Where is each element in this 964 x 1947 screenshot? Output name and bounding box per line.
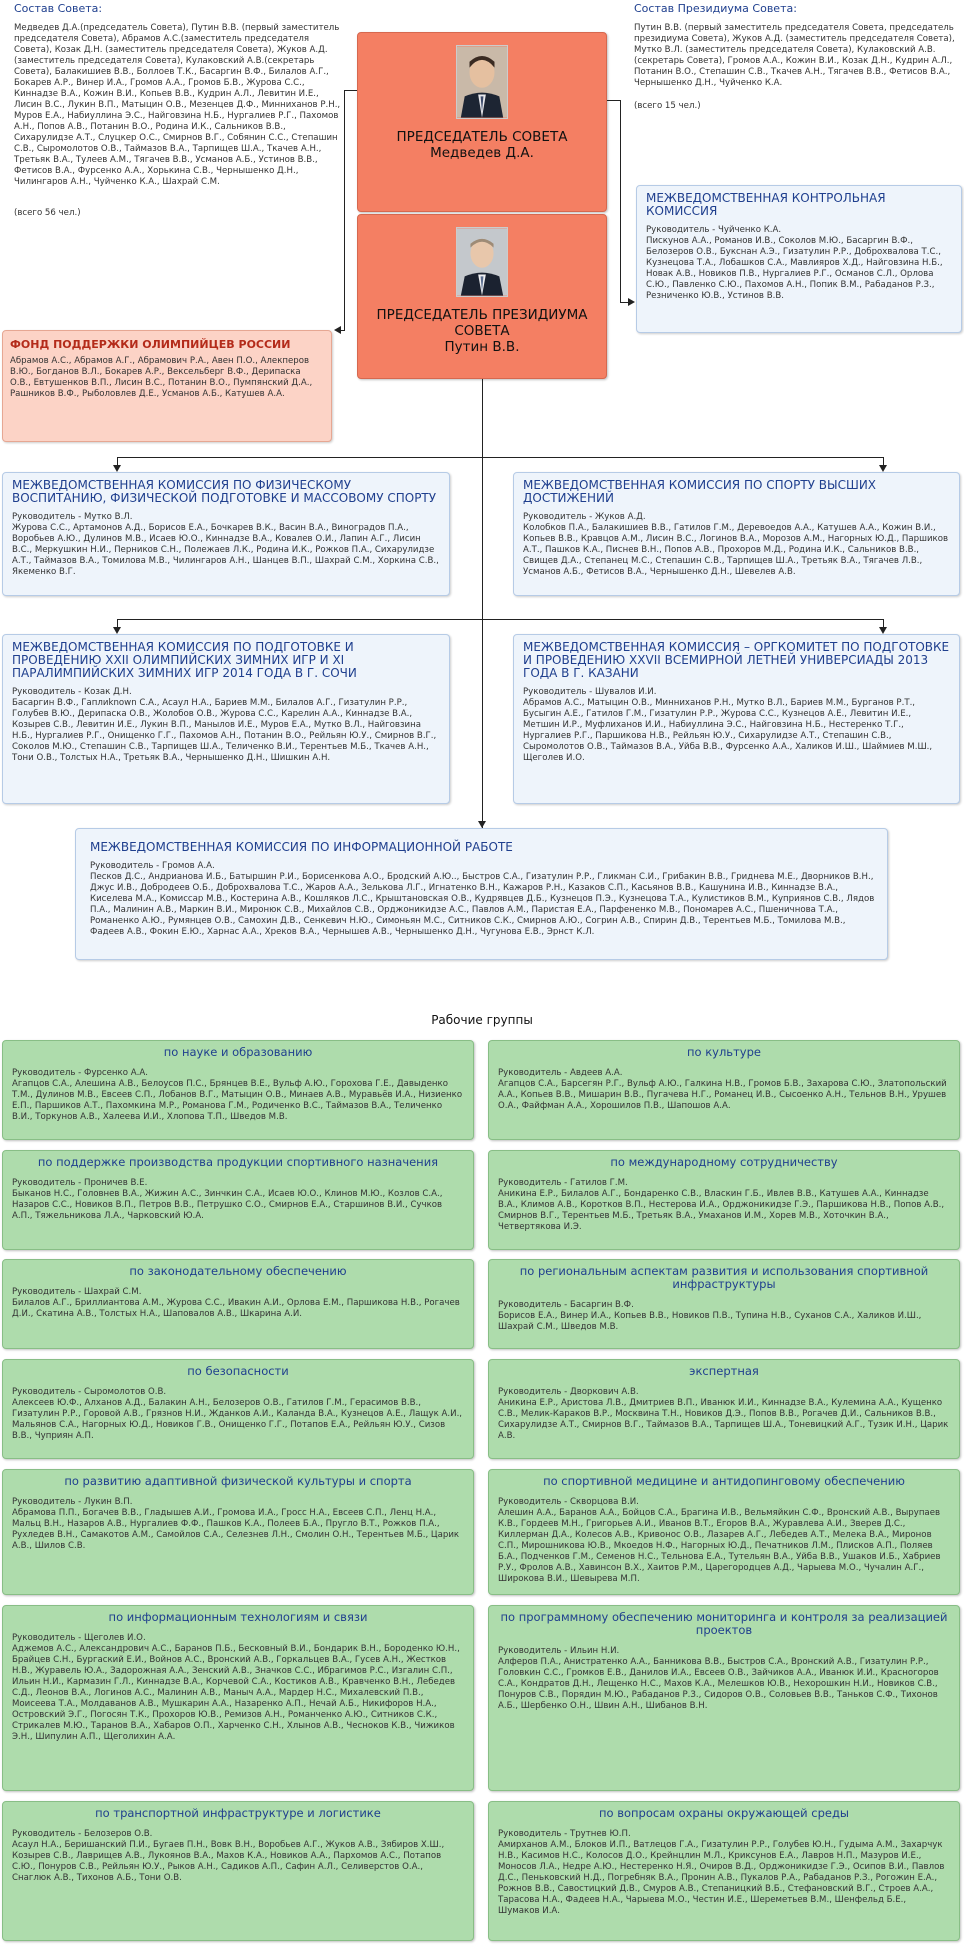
elite-title: МЕЖВЕДОМСТВЕННАЯ КОМИССИЯ ПО СПОРТУ ВЫСШИХ ДОСТИЖЕНИЙ bbox=[523, 478, 877, 505]
info-lead: Руководитель - Громов А.А. bbox=[90, 861, 215, 871]
elite-commission[interactable] bbox=[513, 472, 960, 596]
group-it-title: по информационным технологиям и связи bbox=[108, 1610, 368, 1624]
group-security-lead: Руководитель - Сыромолотов О.В. bbox=[12, 1387, 167, 1397]
arrow-control bbox=[628, 298, 635, 306]
kazan-members: Абрамов А.С., Матыцин О.В., Минниханов Р.Н., Мутко В.Л., Бариев М.М., Бурганов Р.Т., Бусыгин А.Е., Гатилов Г.М., Гизатулин Р.Р., Журова С.С., Кузнецов А.Е., Левитин И.Е., Метшин И.Р., Муфлиханов И.И., Набиуллина Э.С., Найговзина Н.Б., Нестеренко Т.Г., Нургалиев Р.Г., Паршикова Н.В., Рейльян Ю.У., Сихарулидзе А.Т., Степашин С.В., Сыромолотов О.В., Таймазов В.А., Уйба В.В., Фурсенко А.А., Халиков И.Ш., Шаймиев М.Ш., Щеголев И.О. bbox=[523, 698, 933, 763]
control-title: МЕЖВЕДОМСТВЕННАЯ КОНТРОЛЬНАЯ КОМИССИЯ bbox=[646, 191, 886, 218]
council-total: (всего 56 чел.) bbox=[14, 208, 81, 218]
group-legal-lead: Руководитель - Шахрай С.М. bbox=[12, 1287, 142, 1297]
group-expert-lead: Руководитель - Дворкович А.В. bbox=[498, 1387, 639, 1397]
group-production-title: по поддержке производства продукции спортивного назначения bbox=[37, 1155, 439, 1169]
group-security[interactable] bbox=[2, 1359, 474, 1459]
group-production-lead: Руководитель - Проничев В.Е. bbox=[12, 1178, 148, 1188]
presidium-total: (всего 15 чел.) bbox=[634, 101, 701, 111]
group-production-members: Быканов Н.С., Головнев В.А., Жижин А.С., Зинчкин С.А., Исаев Ю.О., Клинов М.Ю., Козлов С.А., Назаров С.С., Новиков В.П., Петров В.В., Петрушко С.О., Смирнов Е.А., Старшинов В.И., Сучков А.П., Тяжельникова Л.А., Чарковский Ю.А. bbox=[12, 1189, 443, 1221]
group-culture-members: Агапцов С.А., Барсегян Р.Г., Вульф А.Ю., Галкина Н.В., Громов Б.В., Захарова С.Ю., Златопольский А.А., Копьев В.В., Мишарин В.В., Пугачева Н.Г., Романец И.В., Сысоенко А.Н., Тельнов В.Н., Урушев О.А., Файфман А.А., Хорошилов П.В., Шапошов А.А. bbox=[498, 1079, 947, 1111]
presidium-chairman-role: ПРЕДСЕДАТЕЛЬ ПРЕЗИДИУМА СОВЕТА bbox=[376, 307, 588, 339]
group-software-title: по программному обеспечению мониторинга и контроля за реализацией проектов bbox=[500, 1610, 948, 1637]
physical-lead: Руководитель - Мутко В.Л. bbox=[12, 512, 133, 522]
council-members: Медведев Д.А.(председатель Совета), Путин В.В. (первый заместитель председателя Совета), Абрамов А.С.(заместитель председателя Совета), Козак Д.Н. (заместитель председателя Совета), Жуков А.Д. (заместитель председателя Совета), Кулаковский А.В.(секретарь Совета), Балакишиев В.В., Боллоев Т.К., Басаргин В.Ф., Билалов А.Г., Бокарев А.Р., Винер И.А., Громов А.А., Громов Б.В., Журова С.С., Киннадзе В.А., Кожин В.И., Копьев В.В., Кудрин А.Л., Левитин И.Е., Лисин В.С., Лукин В.П., Матыцин О.В., Мезенцев Д.Ф., Минниханов Р.Н., Муров Е.А., Набиуллина Э.С., Найговзина Н.Б., Нургалиев Р.Г., Пахомов А.Н., Попов А.В., Потанин В.О., Родина И.К., Сальников В.В., Сихарулидзе А.Т., Слуцкер О.С., Смирнов В.Г., Собянин С.С., Степашин С.В., Сыромолотов О.В., Таймазов В.А., Тарпищев Ш.А., Ткачев А.Н., Третьяк В.А., Тулеев А.М., Тягачев В.В., Усманов А.Б., Устинов В.В., Фетисов В.А., Фурсенко А.А., Хорькина С.В., Чернышенко Д.Н., Чилингаров А.Н., Чуйченко К.А., Шахрай С.М. bbox=[14, 23, 341, 187]
presidium-chairman-box[interactable] bbox=[357, 214, 607, 379]
group-software-members: Алферов П.А., Анистратенко А.А., Банникова В.В., Быстров С.А., Вронский А.В., Гизатулин Р.Р., Головкин С.С., Громков Е.В., Данилов И.А., Евсеев О.В., Зайчиков А.А., Иванюк И.И., Красногоров С.А., Кондратов Д.Н., Лещенко Н.С., Махов К.А., Мелешков Ю.В., Нехорошкин Н.И., Новиков С.В., Понуров С.В., Порядин М.Ю., Рабаданов Р.З., Сидоров О.В., Соловьев В.В., Таньков С.Ф., Тихонов А.Б., Шербенко О.Н., Швин А.Н., Шибанов В.Н. bbox=[498, 1657, 939, 1711]
group-ecology-lead: Руководитель - Трутнев Ю.П. bbox=[498, 1829, 631, 1839]
group-transport-members: Асаул Н.А., Беришанский П.И., Бугаев П.Н., Вовк В.Н., Воробьев А.Г., Жуков А.В., Зябиров Х.Ш., Козырев С.В., Лаврищев А.В., Лукоянов В.А., Махов К.А., Новиков А.А., Пархомов А.С., Потапов С.Ю., Понуров С.В., Рейльян Ю.У., Рыков А.Н., Садиков А.П., Сафин А.Л., Селиверстов О.А., Снаглюк А.В., Тихонов А.Б., Тони О.В. bbox=[12, 1840, 445, 1883]
sochi-members: Басаргин В.Ф., Гаплиknown С.А., Асаул Н.А., Бариев М.М., Билалов А.Г., Гизатулин Р.Р., Голубев В.Ю., Дерипаска О.В., Жолобов О.В., Журова С.С., Карелин А.А., Киннадзе В.А., Козырев С.В., Левитин И.Е., Лукин В.П., Манылов И.Е., Муров Е.А., Мутко В.Л., Найговзина Н.Б., Нургалиев Р.Г., Онищенко Г.Г., Пахомов А.Н., Потанин В.О., Рейльян Ю.У., Смирнов В.Г., Соколов М.Ю., Степашин С.В., Тарпищев Ш.А., Теличенко В.И., Терентьев М.Б., Ткачев А.Н., Тони О.В., Толстых Н.А., Третьяк В.А., Чернышенко Д.Н., Шишкин А.Н. bbox=[12, 698, 437, 763]
control-members: Пискунов А.А., Романов И.В., Соколов М.Ю., Басаргин В.Ф., Белозеров О.В., Букснан А.Э., Гизатулин Р.Р., Доброхвалова Т.С., Кузнецова Т.А., Лобашков С.А., Мавлияров Х.Д., Найговзина Н.Б., Новак А.В., Новиков П.В., Нургалиев Р.Г., Османов С.Л., Орлова С.Ю., Павленко С.Ю., Пахомов А.Н., Попик В.М., Рабаданов Р.З., Резниченко Ю.В., Устинов В.В. bbox=[646, 236, 943, 301]
group-regional-title: по региональным аспектам развития и использования спортивной инфраструктуры bbox=[519, 1264, 929, 1291]
group-intl-title: по международному сотрудничеству bbox=[610, 1155, 838, 1169]
group-it-lead: Руководитель - Щеголев И.О. bbox=[12, 1633, 146, 1643]
group-medicine-members: Алешин А.А., Баранов А.А., Бойцов С.А., Брагина И.В., Вельмяйкин С.Ф., Вронский А.В., Вырупаев К.В., Гордеев М.Н., Григорьев А.И., Иванов В.Т., Егоров В.А., Журавлева А.И., Зверев Д.С., Киллерман Д.А., Колесов А.В., Кривонос О.В., Лазарев А.Г., Лебедев А.Т., Мелека В.А., Миронов С.П., Мирошникова Ю.В., Мкоедов Н.Ф., Нагорных Ю.Д., Печатников Л.М., Плисков А.П., Поляев Б.А., Подченков Г.М., Семенов Н.С., Тельнова Е.А., Тутельян В.А., Уйба В.В., Ушаков И.Б., Хабриев Р.У., Фролов А.В., Хавинсон В.Х., Хаитов Р.М., Царегородцев А.Д., Чарыева М.О., Чучалин А.Г., Широкова В.И., Шевырева М.П. bbox=[498, 1508, 941, 1584]
group-science-title: по науке и образованию bbox=[163, 1045, 313, 1059]
info-title: МЕЖВЕДОМСТВЕННАЯ КОМИССИЯ ПО ИНФОРМАЦИОННОЙ РАБОТЕ bbox=[90, 840, 513, 854]
group-adaptive-title: по развитию адаптивной физической культуры и спорта bbox=[64, 1474, 412, 1488]
group-legal-title: по законодательному обеспечению bbox=[129, 1264, 347, 1278]
group-expert-members: Аникина Е.Р., Аристова Л.В., Дмитриев В.П., Иванюк И.И., Киннадзе В.А., Кулемина А.А., Кущенко С.В., Мелик-Караков В.Р., Москвина Т.Н., Новиков Д.Э., Попов В.В., Рогачев Д.И., Сальников В.В., Сихарулидзе А.Т., Смирнов В.Г., Таймазов В.А., Тарпищев Ш.А., Тоневицкий А.Г., Тузик И.Н., Царик А.В. bbox=[498, 1398, 949, 1441]
council-composition bbox=[14, 2, 344, 219]
info-members: Песков Д.С., Андрианова И.Б., Батыршин Р.И., Борисенкова А.О., Бродский А.Ю.., Быстров С.А., Гизатулин Р.Р., Гликман С.И., Грибакин В.В., Гриднева М.Е., Дворников В.Н., Джус И.В., Добродеев О.Б., Доброхвалова Т.С., Жаров А.А., Зелькова Л.Г., Игнатенко В.Н., Кажаров Р.Н., Казаков С.П., Касьянов В.В., Кашунина И.В., Киннадзе В.А., Киселева М.А., Комиссар М.В., Костерина А.В., Кошляков Л.С., Крыштановская О.В., Кудрявцев Д.Б., Кузнецов П.Э., Кузнецова Т.А., Кулистиков В.М., Куприянов С.В., Лядов П.А., Малинин А.В., Маркин В.И., Миронюк С.В., Михайлов С.В., Орджоникидзе А.С., Павлов А.М., Паристая Е.А., Парфененко М.В., Пономарев А.С., Пшеничнова Т.А., Романенко А.Ю., Румянцев О.В., Самохин Д.В., Сенкевич Н.Ю., Симоньян М.С., Ситников С.К., Смирнов А.Ю., Согрин А.В., Спирин Д.В., Терентьев М.Б., Томилова М.В., Фадеев А.В., Фокин Е.Ю., Харнас А.А., Хреков В.А., Чернышев А.В., Чернышенко Д.Н., Чугунова Е.В., Эрнст К.Л. bbox=[90, 872, 875, 937]
group-transport[interactable] bbox=[2, 1801, 474, 1941]
physical-commission[interactable] bbox=[2, 472, 450, 596]
fund-title: ФОНД ПОДДЕРЖКИ ОЛИМПИЙЦЕВ РОССИИ bbox=[10, 338, 291, 351]
group-medicine[interactable] bbox=[488, 1469, 960, 1595]
group-medicine-lead: Руководитель - Скворцова В.И. bbox=[498, 1497, 639, 1507]
group-legal[interactable] bbox=[2, 1259, 474, 1349]
info-commission[interactable] bbox=[75, 828, 888, 960]
group-ecology-members: Амирханов А.М., Блоков И.П., Ватлецов Г.А., Гизатулин Р.Р., Голубев Ю.Н., Гудыма А.М., Захарчук Н.В., Касимов Н.С., Колосов Д.О., Крейнцлин М.Л., Криксунов Е.А., Лавров Н.П., Мазуров И.Е., Моносов Л.А., Недре А.Ю., Нестеренко Н.Я., Очиров В.Д., Орджоникидзе Г.Э., Осипов В.И., Павлов Д.С., Пеньковский Н.Д., Погребняк В.А., Пронин А.В., Пукалов Р.А., Рабаданов Р.З., Рогожин Е.А., Рожнов В.В., Савостицкий Д.В., Смуров А.В., Степаницкий В.Б., Стефановский В.Г., Строев А.А., Тарасова Н.А., Фадеев Н.А., Чарыева М.О., Честин И.Е., Шереметьев В.М., Шенфельд Б.Е., Шумаков И.А. bbox=[498, 1840, 945, 1916]
group-science-members: Агапцов С.А., Алешина А.В., Белоусов П.С., Брянцев В.Е., Вульф А.Ю., Горохова Г.Е., Давыденко Т.М., Дулинов М.В., Евсеев С.П., Лобанов В.Г., Матыцин О.В., Минаев А.В., Муравьёв И.А., Низиенко Е.П., Паршиков А.Т., Пахомкина М.Р., Романова Г.М., Родиченко В.С., Таймазов В.А., Теличенко В.И., Торкунов А.В., Халеева И.И., Хлопова Т.П., Шведов М.В. bbox=[12, 1079, 463, 1122]
trunk-line bbox=[482, 379, 483, 829]
group-expert-title: экспертная bbox=[689, 1364, 759, 1378]
elite-lead: Руководитель - Жуков А.Д. bbox=[523, 512, 646, 522]
chairman-role: ПРЕДСЕДАТЕЛЬ СОВЕТА bbox=[396, 129, 568, 145]
arrow-info bbox=[478, 821, 486, 828]
presidium-title: Состав Президиума Совета: bbox=[634, 2, 797, 15]
fund-members: Абрамов А.С., Абрамов А.Г., Абрамович Р.А., Авен П.О., Алекперов В.Ю., Богданов В.Л., Бокарев А.Р., Вексельберг В.Ф., Дерипаска О.В., Евтушенков В.П., Лисин В.С., Потанин В.О., Пумпянский Д.А., Рашников В.Ф., Рыболовлев Д.Е., Усманов А.Б., Катушев А.А. bbox=[10, 356, 313, 399]
group-regional[interactable] bbox=[488, 1259, 960, 1349]
fund-box[interactable] bbox=[2, 330, 332, 442]
group-software-lead: Руководитель - Ильин Н.И. bbox=[498, 1646, 620, 1656]
group-intl[interactable] bbox=[488, 1150, 960, 1250]
presidium-chairman-photo bbox=[456, 227, 508, 297]
group-transport-title: по транспортной инфраструктуре и логистике bbox=[95, 1806, 381, 1820]
presidium-members: Путин В.В. (первый заместитель председателя Совета, председатель президиума Совета), Жуков А.Д. (заместитель председателя Совета), Мутко В.Л. (заместитель председателя Совета), Кулаковский А.В. (секретарь Совета), Громов А.А., Кожин В.И., Козак Д.Н., Кудрин А.Л., Потанин В.О., Степашин С.В., Ткачев А.Н., Тягачев В.В., Фетисов В.А., Чернышенко Д.Н., Чуйченко К.А. bbox=[634, 23, 955, 88]
presidium-composition bbox=[634, 2, 956, 112]
sochi-commission[interactable] bbox=[2, 634, 450, 804]
group-culture-title: по культуре bbox=[687, 1045, 761, 1059]
physical-members: Журова С.С., Артамонов А.Д., Борисов Е.А., Бочкарев В.К., Васин В.А., Виноградов П.А., Воробьев А.Ю., Дулинов М.В., Исаев Ю.О., Киннадзе В.А., Ковалев О.И., Лапин А.Г., Лисин В.С., Меркушкин Н.И., Перников С.Н., Полежаев Л.К., Родина И.К., Рожков П.А., Сихарулидзе А.Т., Таймазов В.А., Томилова М.В., Чилингаров А.Н., Шанцев В.П., Шахрай С.М., Хоркина С.В., Якеменко В.Г. bbox=[12, 523, 439, 577]
control-lead: Руководитель - Чуйченко К.А. bbox=[646, 225, 782, 235]
group-medicine-title: по спортивной медицине и антидопинговому обеспечению bbox=[543, 1474, 905, 1488]
kazan-commission[interactable] bbox=[513, 634, 960, 804]
group-science[interactable] bbox=[2, 1040, 474, 1140]
group-intl-lead: Руководитель - Гатилов Г.М. bbox=[498, 1178, 628, 1188]
working-groups-title: Рабочие группы bbox=[431, 1013, 533, 1027]
group-regional-members: Борисов Е.А., Винер И.А., Копьев В.В., Новиков П.В., Тупина Н.В., Суханов С.А., Халиков И.Ш., Шахрай С.М., Шведов М.В. bbox=[498, 1311, 922, 1332]
group-culture-lead: Руководитель - Авдеев А.А. bbox=[498, 1068, 623, 1078]
chairman-photo bbox=[456, 45, 508, 119]
group-security-members: Алексеев Ю.Ф., Алханов А.Д., Балакин А.Н., Белозеров О.В., Гатилов Г.М., Герасимов В.В., Гизатулин Р.Р., Горовой А.В., Грязнов Н.И., Жданков А.И., Каланда В.А., Кузнецов А.Е., Лащук А.И., Мальянов С.А., Нагорных Ю.Д., Новиков Г.В., Онищенко Г.Г., Потапов Е.А., Рейльян Ю.У., Сизов В.В., Чуприян А.П. bbox=[12, 1398, 463, 1441]
group-software[interactable] bbox=[488, 1605, 960, 1791]
physical-title: МЕЖВЕДОМСТВЕННАЯ КОМИССИЯ ПО ФИЗИЧЕСКОМУ ВОСПИТАНИЮ, ФИЗИЧЕСКОЙ ПОДГОТОВКЕ И МАССОВОМУ СПОРТУ bbox=[12, 478, 437, 505]
group-it-members: Аджемов А.С., Александрович А.С., Баранов П.Б., Бесковный В.И., Бондарик В.Н., Бороденко Ю.Н., Брайцев С.Н., Бургаский Е.И., Войнов А.С., Вронский А.В., Горкальцев В.А., Гусев А.Н., Жестков Н.В., Журавель Ю.А., Задорожная А.А., Зенский А.В., Значков С.С., Ибрагимов Р.С., Изгалин С.П., Ильин Н.И., Кармазин Г.Л., Киннадзе В.А., Корчевой С.А., Костиков А.В., Кравченко В.Н., Лебедев С.Д., Леонов В.А., Логинов А.С., Малинин А.В., Маныч А.А., Мардер Н.С., Михалевский П.В., Моисеева Т.А., Молдаванов А.В., Мушкарин А.А., Назаренко А.П., Нечай А.Б., Никифоров Н.А., Островский Э.Г., Погосян Т.К., Прохоров Ю.В., Ремизов А.Н., Романченко А.Ю., Ситников С.К., Стрикалев М.Ю., Таранов В.А., Хабаров О.П., Харченко С.Н., Хлынов А.В., Чесноков К.В., Чижиков Э.Н., Шипулин А.П., Щеголихин А.А. bbox=[12, 1644, 460, 1742]
control-commission[interactable] bbox=[636, 185, 962, 333]
group-production[interactable] bbox=[2, 1150, 474, 1250]
group-security-title: по безопасности bbox=[187, 1364, 289, 1378]
sochi-title: МЕЖВЕДОМСТВЕННАЯ КОМИССИЯ ПО ПОДГОТОВКЕ И ПРОВЕДЕНИЮ XXII ОЛИМПИЙСКИХ ЗИМНИХ ИГР И XI ПАРАЛИМПИЙСКИХ ЗИМНИХ ИГР 2014 ГОДА В Г. СОЧИ bbox=[12, 640, 357, 680]
sochi-lead: Руководитель - Козак Д.Н. bbox=[12, 687, 132, 697]
council-title: Состав Совета: bbox=[14, 2, 103, 15]
group-legal-members: Билалов А.Г., Бриллиантова А.М., Журова С.С., Ивакин А.И., Орлова Е.М., Паршикова Н.В., Рогачев Д.И., Скатина А.В., Толстых Н.А., Шаповалов А.В., Шкарина А.И. bbox=[12, 1298, 460, 1319]
chairman-name: Медведев Д.А. bbox=[430, 145, 534, 161]
elite-members: Колобков П.А., Балакишиев В.В., Гатилов Г.М., Деревоедов А.А., Катушев А.А., Кожин В.И., Копьев В.В., Кравцов А.М., Лисин В.С., Логинов В.А., Морозов А.М., Нагорных Ю.Д., Паршиков А.Т., Пашков К.А., Писнев В.Н., Попов А.В., Прохоров М.Д., Родина И.К., Сальников В.В., Свищев Д.А., Степанец М.С., Степашин С.В., Тарпищев Ш.А., Третьяк В.А., Тягачев Л.В., Усманов А.Б., Фетисов В.А., Чернышенко Д.Н., Шевелев А.В. bbox=[523, 523, 949, 577]
kazan-title: МЕЖВЕДОМСТВЕННАЯ КОМИССИЯ – ОРГКОМИТЕТ ПО ПОДГОТОВКЕ И ПРОВЕДЕНИЮ XXVII ВСЕМИРНОЙ ЛЕТНЕЙ УНИВЕРСИАДЫ 2013 ГОДА В Г. КАЗАНИ bbox=[523, 640, 950, 680]
group-expert[interactable] bbox=[488, 1359, 960, 1459]
kazan-lead: Руководитель - Шувалов И.И. bbox=[523, 687, 657, 697]
group-adaptive-lead: Руководитель - Лукин В.П. bbox=[12, 1497, 133, 1507]
group-ecology-title: по вопросам охраны окружающей среды bbox=[599, 1806, 849, 1820]
group-regional-lead: Руководитель - Басаргин В.Ф. bbox=[498, 1300, 634, 1310]
presidium-chairman-name: Путин В.В. bbox=[444, 339, 520, 355]
group-intl-members: Аникина Е.Р., Билалов А.Г., Бондаренко С.В., Власкин Г.Б., Ивлев В.В., Катушев А.А., Киннадзе В.А., Климов А.В., Коротков В.П., Нестерова И.А., Орджоникидзе Г.Э., Паршикова Н.В., Попов А.В., Смирнов В.Г., Терентьев М.Б., Третьяк В.А., Умаханов И.М., Хорев М.В., Хоточкин В.А., Четвертякова И.Э. bbox=[498, 1189, 945, 1232]
group-adaptive[interactable] bbox=[2, 1469, 474, 1595]
group-transport-lead: Руководитель - Белозеров О.В. bbox=[12, 1829, 153, 1839]
group-science-lead: Руководитель - Фурсенко А.А. bbox=[12, 1068, 148, 1078]
group-culture[interactable] bbox=[488, 1040, 960, 1140]
chairman-box[interactable] bbox=[357, 32, 607, 212]
group-ecology[interactable] bbox=[488, 1801, 960, 1941]
group-adaptive-members: Абрамова П.П., Богачев В.В., Гладышев А.И., Громова И.А., Гросс Н.А., Евсеев С.П., Ленц Н.А., Мальц В.Н., Назаров А.В., Нургалиев Ф.Ф., Пашков К.А., Полеев Б.А., Пругло В.Т., Рожков П.А., Рухледев В.Н., Самакотов А.М., Самойлов С.А., Селезнев Л.Н., Смолин О.Н., Терентьев М.Б., Царик А.В., Шилов С.В. bbox=[12, 1508, 460, 1551]
group-it[interactable] bbox=[2, 1605, 474, 1791]
